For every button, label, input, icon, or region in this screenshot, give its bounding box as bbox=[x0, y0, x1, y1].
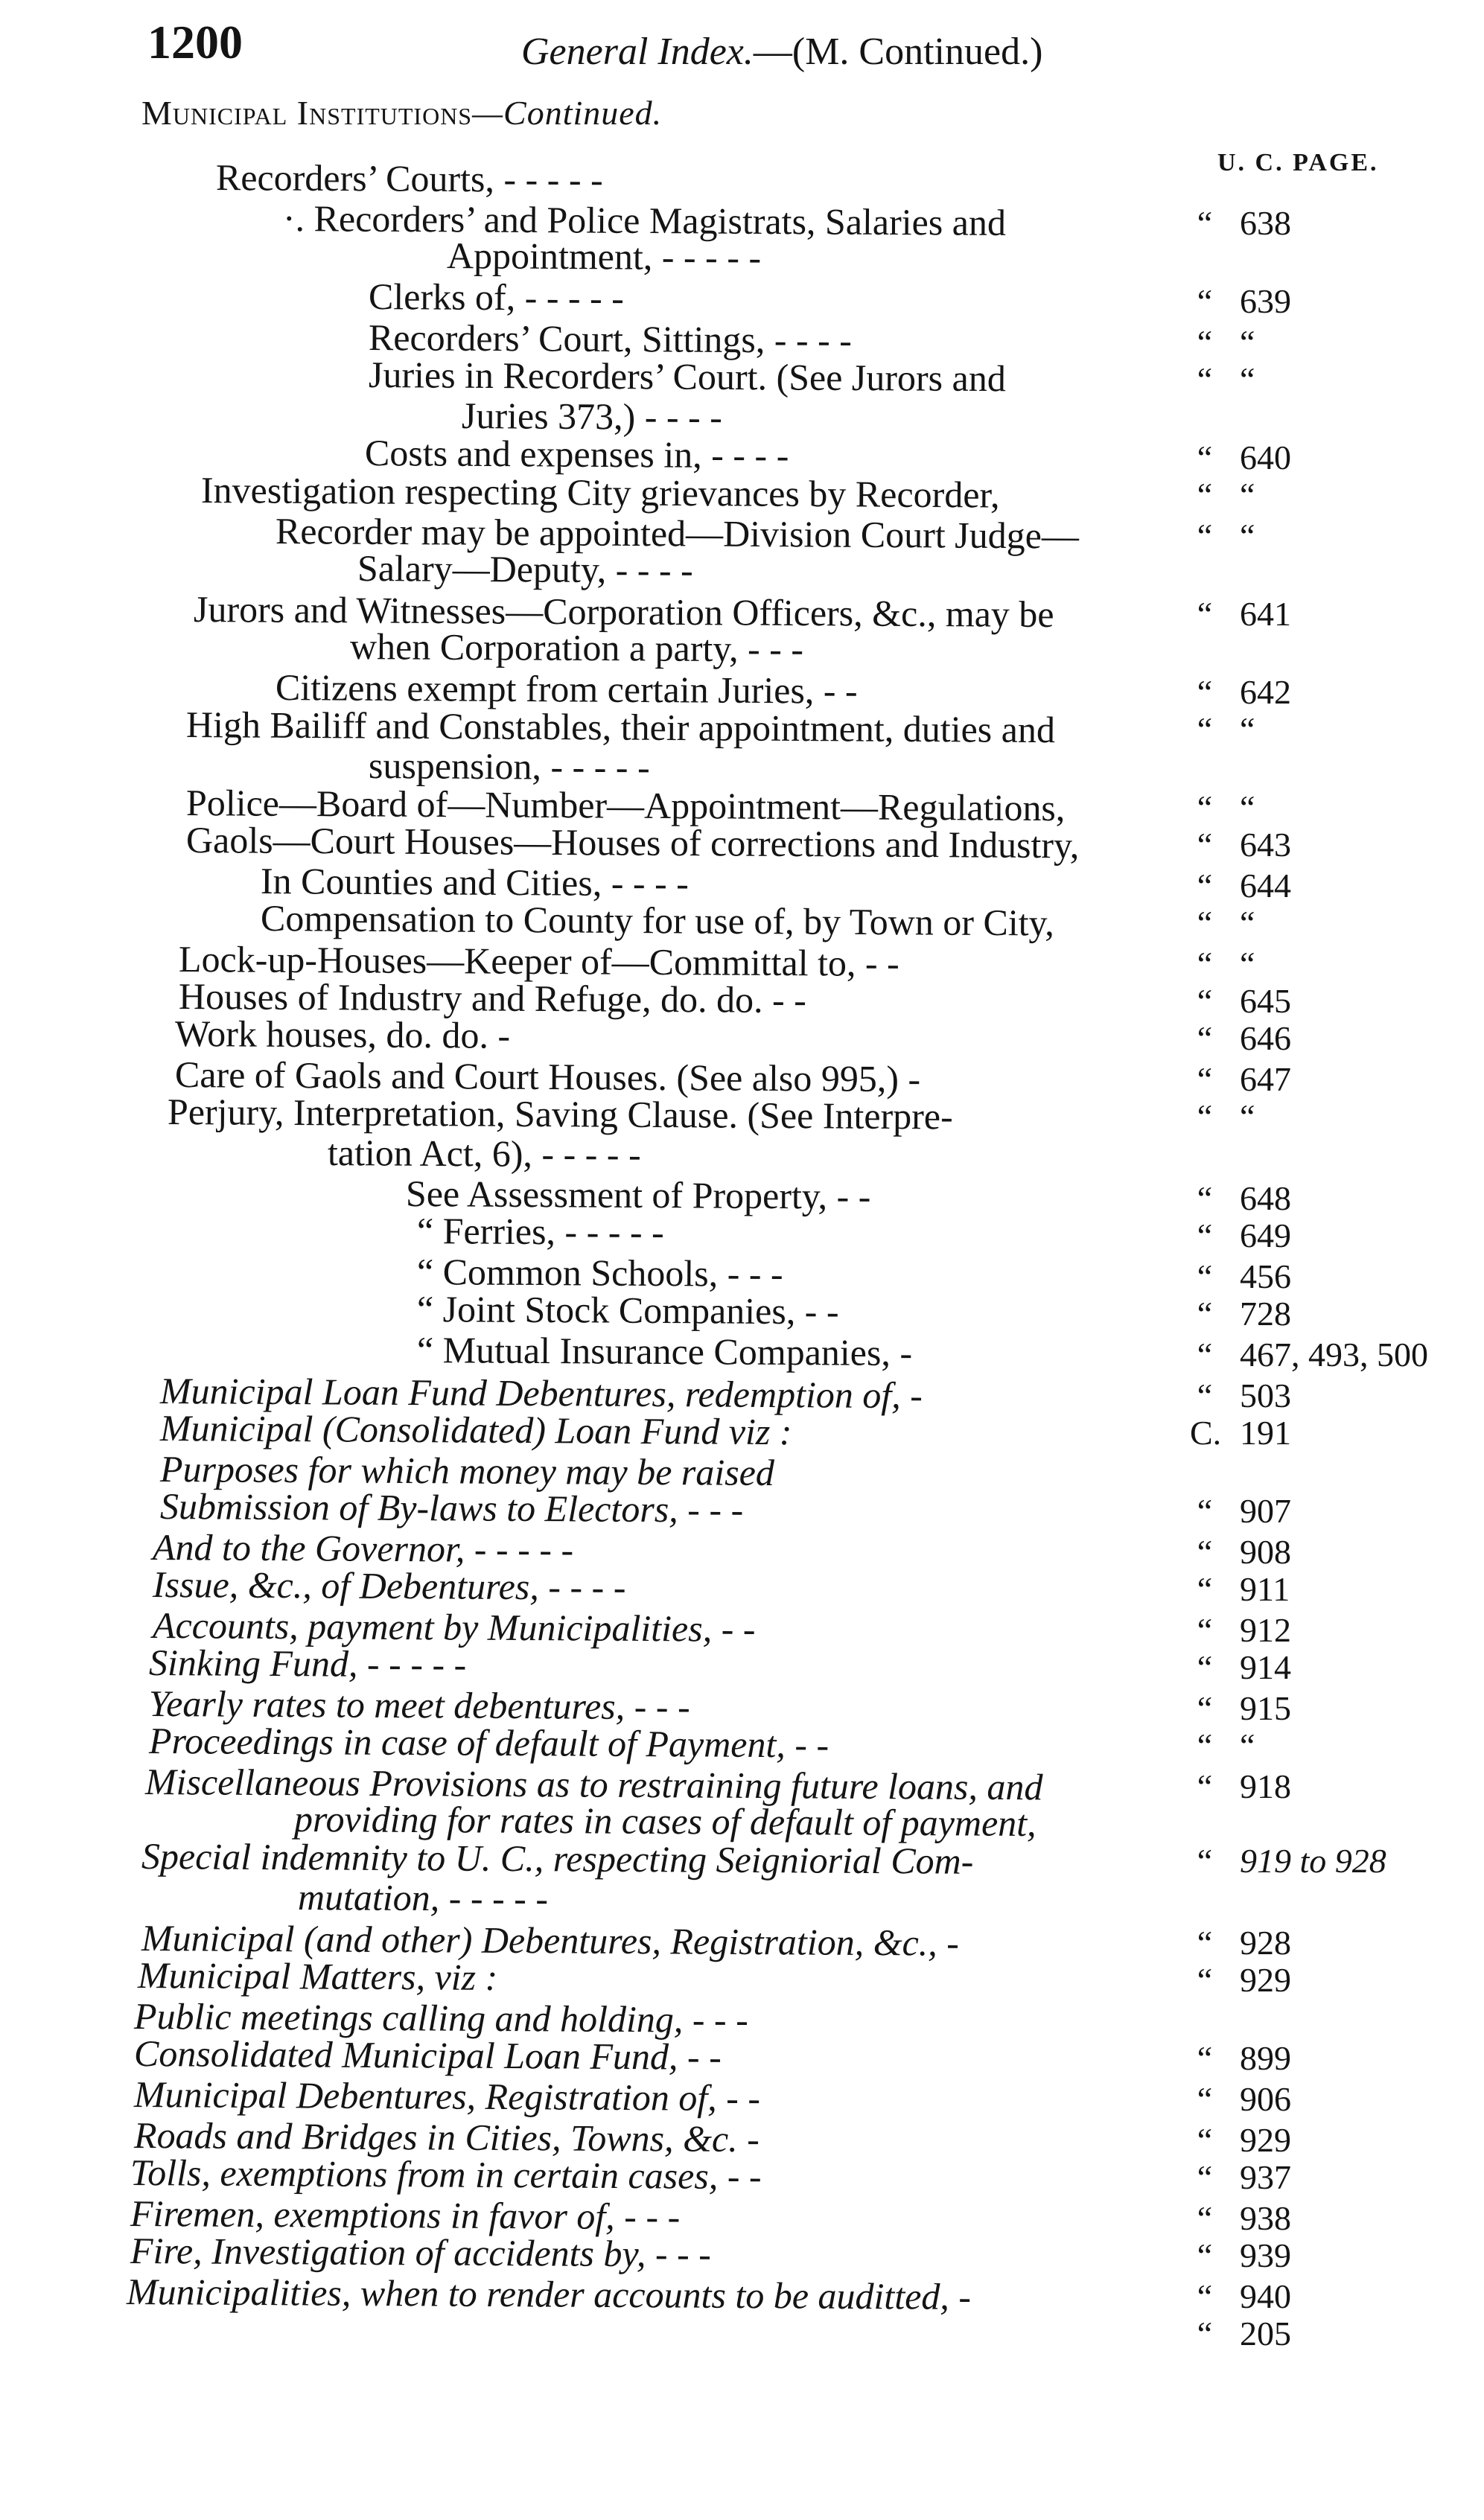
index-entry-page: 645 bbox=[1240, 982, 1291, 1020]
index-entry-ditto: “ bbox=[1197, 788, 1213, 826]
index-entry-page: “ bbox=[1240, 904, 1255, 942]
index-entry-text: Recorder may be appointed—Division Court Judge— bbox=[275, 510, 1080, 557]
index-entry-ditto: “ bbox=[1197, 1611, 1213, 1649]
index-entry-ditto: “ bbox=[1197, 2236, 1213, 2274]
index-entry-page: 907 bbox=[1240, 1492, 1291, 1530]
index-entry-text: tation Act, 6), - - - - - bbox=[327, 1132, 641, 1176]
index-entry-page: 929 bbox=[1240, 2121, 1291, 2159]
index-entry-page: 911 bbox=[1240, 1570, 1290, 1608]
index-entry-page: “ bbox=[1240, 323, 1255, 361]
index-entry-ditto: “ bbox=[1197, 826, 1213, 864]
index-entry-text: Municipal Debentures, Registration of, - - bbox=[133, 2073, 761, 2119]
index-entry-page: 646 bbox=[1240, 1019, 1291, 1057]
index-entry-text: Recorders’ Court, Sittings, - - - - bbox=[368, 316, 853, 361]
index-entry-text: Submission of By-laws to Electors, - - - bbox=[159, 1485, 744, 1531]
index-entry-text: Juries in Recorders’ Court. (See Jurors and bbox=[368, 354, 1006, 400]
index-entry-ditto: “ bbox=[1197, 1961, 1213, 1999]
index-entry-text: Gaols—Court Houses—Houses of corrections and Industry, bbox=[185, 819, 1080, 867]
index-entry-text: Purposes for which money may be raised bbox=[159, 1448, 775, 1494]
index-entry-text: providing for rates in cases of default of payment, bbox=[293, 1798, 1036, 1845]
index-entry-page: “ bbox=[1240, 710, 1255, 748]
index-entry-text: Lock-up-Houses—Keeper of—Committal to, - - bbox=[178, 938, 899, 984]
section-heading-text: Municipal Institutions bbox=[141, 94, 473, 132]
index-entry-text: Public meetings calling and holding, - - - bbox=[133, 1995, 749, 2041]
index-entry-ditto: “ bbox=[1197, 2277, 1213, 2315]
index-entry-page: 918 bbox=[1240, 1767, 1291, 1805]
index-entry-page: 647 bbox=[1240, 1060, 1291, 1098]
index-entry-ditto: “ bbox=[1197, 1726, 1213, 1764]
index-entry-ditto: “ bbox=[1197, 867, 1213, 905]
index-entry-page: 908 bbox=[1240, 1533, 1291, 1571]
index-entry-text: Issue, &c., of Debentures, - - - - bbox=[152, 1563, 626, 1608]
index-entry-ditto: “ bbox=[1197, 476, 1213, 514]
index-entry-page: 640 bbox=[1240, 438, 1291, 476]
index-entry-page: 503 bbox=[1240, 1377, 1291, 1414]
index-entry-page: 638 bbox=[1240, 204, 1291, 242]
index-entry-page: 919 to 928 bbox=[1240, 1842, 1386, 1880]
index-entry-ditto: “ bbox=[1197, 1533, 1213, 1571]
index-entry-page: 929 bbox=[1240, 1961, 1291, 1999]
index-entry-page: 456 bbox=[1240, 1257, 1291, 1295]
index-entry-text: Roads and Bridges in Cities, Towns, &c. - bbox=[133, 2114, 760, 2160]
index-entry-text: Municipal Matters, viz : bbox=[137, 1954, 498, 1998]
index-entry-page: “ bbox=[1240, 945, 1255, 983]
index-entry-ditto: C. bbox=[1190, 1414, 1222, 1452]
index-entry-text: Municipal (and other) Debentures, Registration, &c., - bbox=[141, 1917, 960, 1964]
index-entry-text: suspension, - - - - - bbox=[368, 744, 650, 788]
page-title-text: General Index. bbox=[521, 31, 754, 73]
index-entry-text: Fire, Investigation of accidents by, - - - bbox=[130, 2230, 712, 2275]
index-entry-text: Investigation respecting City grievances by Recorder, bbox=[200, 469, 1000, 516]
index-entry-page: 648 bbox=[1240, 1179, 1291, 1217]
index-entry-ditto: “ bbox=[1197, 517, 1213, 555]
index-entry-ditto: “ bbox=[1197, 1648, 1213, 1686]
index-entry-ditto: “ bbox=[1197, 904, 1213, 942]
index-entry-text: Municipalities, when to render accounts to be auditted, - bbox=[126, 2271, 972, 2318]
index-entry-text: Appointment, - - - - - bbox=[446, 235, 762, 278]
index-entry-ditto: “ bbox=[1197, 282, 1213, 320]
index-entry-text: Municipal Loan Fund Debentures, redemption of, - bbox=[159, 1370, 923, 1417]
index-entry-page: 191 bbox=[1240, 1414, 1291, 1452]
index-entry-ditto: “ bbox=[1197, 1570, 1213, 1608]
index-entry-text: Perjury, Interpretation, Saving Clause. (See Interpre- bbox=[167, 1091, 953, 1138]
index-entry-page: 939 bbox=[1240, 2236, 1291, 2274]
page-title bbox=[521, 30, 1042, 74]
page-title-continued: —(M. Continued.) bbox=[753, 31, 1043, 73]
index-entry-text: ·. Recorders’ and Police Magistrats, Salaries and bbox=[282, 197, 1007, 243]
index-entry-text: Compensation to County for use of, by Town or City, bbox=[260, 897, 1055, 944]
index-entry-page: “ bbox=[1240, 360, 1255, 398]
index-entry-page: 649 bbox=[1240, 1216, 1291, 1254]
index-entry-page: 644 bbox=[1240, 867, 1291, 905]
index-entry-page: “ bbox=[1240, 1097, 1255, 1135]
index-entry-ditto: “ bbox=[1197, 710, 1213, 748]
index-entry-page: 912 bbox=[1240, 1611, 1291, 1649]
index-entry-page: 928 bbox=[1240, 1924, 1291, 1962]
index-entry-ditto: “ bbox=[1197, 595, 1213, 633]
index-entry-text: Municipal (Consolidated) Loan Fund viz : bbox=[159, 1407, 792, 1453]
section-heading bbox=[141, 93, 662, 133]
index-entry-text: Yearly rates to meet debentures, - - - bbox=[148, 1682, 690, 1728]
index-entry-page: 728 bbox=[1240, 1295, 1291, 1333]
index-entry-ditto: “ bbox=[1197, 1767, 1213, 1805]
index-entry-text: Recorders’ Courts, - - - - - bbox=[215, 156, 603, 201]
index-entry-ditto: “ bbox=[1197, 1060, 1213, 1098]
index-entry-ditto: “ bbox=[1197, 1295, 1213, 1333]
index-entry-text: And to the Governor, - - - - - bbox=[152, 1526, 574, 1571]
index-entry-text: Citizens exempt from certain Juries, - - bbox=[275, 666, 858, 712]
index-entry-text: when Corporation a party, - - - bbox=[349, 625, 804, 670]
index-entry-ditto: “ bbox=[1197, 2158, 1213, 2196]
index-entry-text: Special indemnity to U. C., respecting Seigniorial Com- bbox=[141, 1835, 974, 1882]
index-entry-ditto: “ bbox=[1197, 1216, 1213, 1254]
index-entry-text: Houses of Industry and Refuge, do. do. - - bbox=[178, 975, 807, 1021]
index-entry-text: “ Mutual Insurance Companies, - bbox=[416, 1329, 913, 1374]
index-entry-ditto: “ bbox=[1197, 1842, 1213, 1880]
index-entry-page: 642 bbox=[1240, 673, 1291, 711]
index-entry-ditto: “ bbox=[1197, 2199, 1213, 2237]
index-entry-ditto: “ bbox=[1197, 2080, 1213, 2118]
index-entry-ditto: “ bbox=[1197, 2315, 1213, 2352]
index-entry-page: 938 bbox=[1240, 2199, 1291, 2237]
index-entry-ditto: “ bbox=[1197, 438, 1213, 476]
index-entry-text: See Assessment of Property, - - bbox=[405, 1173, 871, 1217]
index-entry-text: Firemen, exemptions in favor of, - - - bbox=[130, 2192, 681, 2238]
index-entry-page: “ bbox=[1240, 476, 1255, 514]
index-entry-page: 899 bbox=[1240, 2039, 1291, 2077]
index-entry-page: 937 bbox=[1240, 2158, 1291, 2196]
column-header: U. C. PAGE. bbox=[1217, 149, 1379, 176]
index-entry-ditto: “ bbox=[1197, 982, 1213, 1020]
index-entry-page: 205 bbox=[1240, 2315, 1291, 2352]
index-entry-text: Work houses, do. do. - bbox=[174, 1012, 511, 1056]
index-entry-ditto: “ bbox=[1197, 1924, 1213, 1962]
index-entry-ditto: “ bbox=[1197, 945, 1213, 983]
index-entry-ditto: “ bbox=[1197, 323, 1213, 361]
index-entry-page: “ bbox=[1240, 788, 1255, 826]
index-entry-text: “ Joint Stock Companies, - - bbox=[416, 1288, 839, 1333]
index-entry-text: Juries 373,) - - - - bbox=[461, 395, 723, 438]
index-entry-ditto: “ bbox=[1197, 1377, 1213, 1414]
page-number: 1200 bbox=[147, 16, 243, 68]
index-entry-ditto: “ bbox=[1197, 673, 1213, 711]
index-entry-ditto: “ bbox=[1197, 1336, 1213, 1374]
index-entry-text: “ Common Schools, - - - bbox=[416, 1251, 783, 1295]
index-entry-page: 940 bbox=[1240, 2277, 1291, 2315]
index-entry-text: Care of Gaols and Court Houses. (See also 995,) - bbox=[174, 1053, 921, 1100]
index-entry-text: Consolidated Municipal Loan Fund, - - bbox=[133, 2032, 722, 2078]
index-entry-text: Miscellaneous Provisions as to restraining future loans, and bbox=[144, 1761, 1043, 1808]
index-entry-ditto: “ bbox=[1197, 1257, 1213, 1295]
index-entry-text: “ Ferries, - - - - - bbox=[416, 1210, 664, 1254]
index-entry-ditto: “ bbox=[1197, 1689, 1213, 1727]
index-entry-ditto: “ bbox=[1197, 1097, 1213, 1135]
index-entry-page: “ bbox=[1240, 517, 1255, 555]
index-entry-text: Salary—Deputy, - - - - bbox=[357, 547, 693, 591]
index-entry-text: Tolls, exemptions from in certain cases, - - bbox=[130, 2151, 762, 2198]
index-entry-page: 906 bbox=[1240, 2080, 1291, 2118]
index-entry-text: Accounts, payment by Municipalities, - - bbox=[152, 1604, 756, 1650]
index-entry-page: 643 bbox=[1240, 826, 1291, 864]
index-entry-text: Clerks of, - - - - - bbox=[368, 275, 625, 319]
index-entry-page: 467, 493, 500 bbox=[1240, 1336, 1428, 1374]
index-entry-text: Sinking Fund, - - - - - bbox=[148, 1642, 467, 1685]
index-entry-ditto: “ bbox=[1197, 204, 1213, 242]
index-entry-text: Costs and expenses in, - - - - bbox=[364, 432, 789, 476]
index-entry-text: Police—Board of—Number—Appointment—Regulations, bbox=[185, 782, 1066, 829]
index-entry-page: 915 bbox=[1240, 1689, 1291, 1727]
index-entry-ditto: “ bbox=[1197, 2039, 1213, 2077]
index-entry-page: 914 bbox=[1240, 1648, 1291, 1686]
section-heading-continued: —Continued. bbox=[472, 94, 663, 132]
index-entry-text: High Bailiff and Constables, their appointment, duties and bbox=[185, 704, 1056, 751]
index-entry-text: In Counties and Cities, - - - - bbox=[260, 860, 690, 905]
index-entry-text: Proceedings in case of default of Payment, - - bbox=[148, 1720, 829, 1766]
index-entry-page: 639 bbox=[1240, 282, 1291, 320]
index-entry-page: “ bbox=[1240, 1726, 1255, 1764]
index-entry-ditto: “ bbox=[1197, 1492, 1213, 1530]
index-entry-ditto: “ bbox=[1197, 360, 1213, 398]
index-entry-ditto: “ bbox=[1197, 1179, 1213, 1217]
index-entry-ditto: “ bbox=[1197, 2121, 1213, 2159]
index-entry-page: 641 bbox=[1240, 595, 1291, 633]
index-entry-text: mutation, - - - - - bbox=[297, 1876, 549, 1920]
index-entry-text: Jurors and Witnesses—Corporation Officers, &c., may be bbox=[193, 588, 1054, 636]
index-entry-ditto: “ bbox=[1197, 1019, 1213, 1057]
